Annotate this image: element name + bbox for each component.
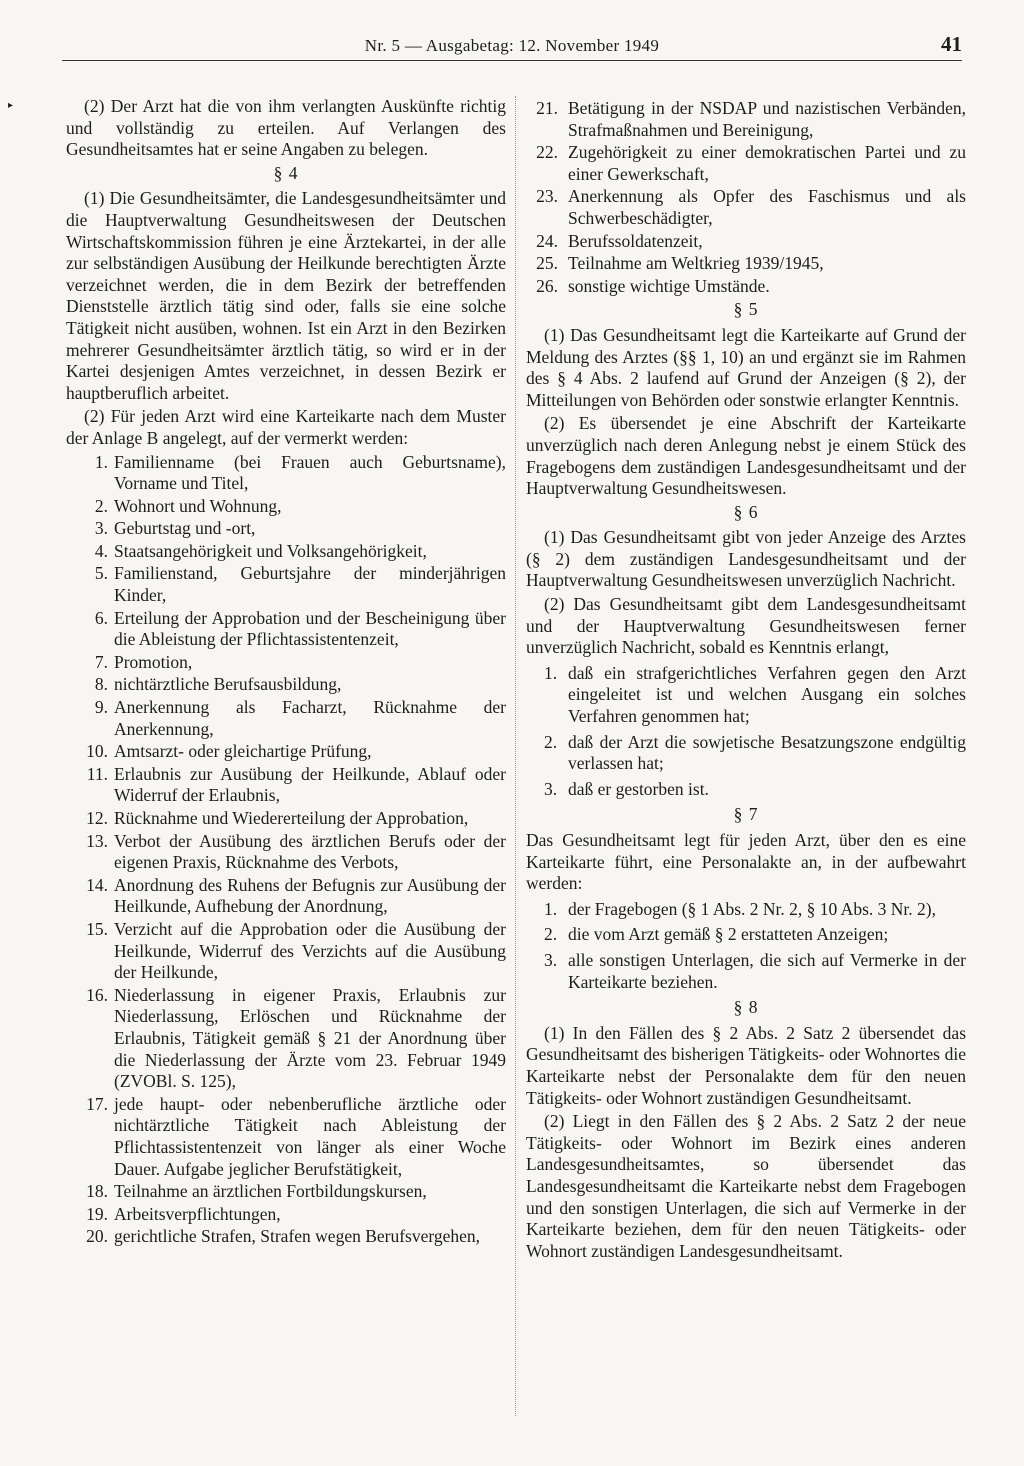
list-item: 6. Erteilung der Approbation und der Bescheinigung über die Ableistung der Pflichtassistentenzeit, [94,607,506,650]
list-item: 14. Anordnung des Ruhens der Befugnis zur Ausübung der Heilkunde, Aufhebung der Anordnung, [86,874,506,917]
section-heading-4: § 4 [273,162,299,183]
list-item: 9. Anerkennung als Facharzt, Rücknahme der Anerkennung, [94,697,506,739]
list-item: 5. Familienstand, Geburtsjahre der minderjährigen Kinder, [94,563,506,606]
list-item: 7. Promotion, [94,651,193,672]
column-divider [515,96,516,1416]
list-item: 8. nichtärztliche Berufsausbildung, [94,674,342,695]
list-item: 21. Betätigung in der NSDAP und nazistischen Verbänden, Strafmaßnahmen und Bereinigung, [536,98,966,140]
list-item: 2. Wohnort und Wohnung, [94,495,282,516]
list-item: 3. alle sonstigen Unterlagen, die sich auf Vermerke in der Karteikarte beziehen. [544,949,966,992]
list-item: 2. die vom Arzt gemäß § 2 erstatteten Anzeigen; [544,924,889,945]
right-column [526,96,966,1264]
section-heading-5: § 5 [733,299,759,320]
section-heading-7: § 7 [733,804,759,825]
list-item: 16. Niederlassung in eigener Praxis, Erlaubnis zur Niederlassung, Erlöschen und Rücknahme der Erlaubnis, Tätigkeit gemäß § 21 der Anordnung über die Niederlassung der Ärzte vom 23. Februar 1949 (ZVOBl. S. 125), [86,984,506,1092]
list-item: 1. Familienname (bei Frauen auch Geburtsname), Vorname und Titel, [94,451,506,494]
page-number: 41 [941,32,962,56]
paragraph-sec3-2: (2) Der Arzt hat die von ihm verlangten Auskünfte richtig und vollständig zu erteilen. Auf Verlangen des Gesundheitsamtes hat er seine Angaben zu belegen. [66,96,506,160]
list-item: 10. Amtsarzt- oder gleichartige Prüfung, [86,741,372,762]
page-header [62,30,962,61]
list-item: 24. Berufssoldatenzeit, [536,230,703,251]
list-item: 15. Verzicht auf die Approbation oder die Ausübung der Heilkunde, Widerruf des Verzichts auf die Ausübung der Heilkunde, [86,918,506,983]
list-item: 1. daß ein strafgerichtliches Verfahren gegen den Arzt eingeleitet ist und welchen Ausgang ein solches Verfahren genommen hat; [544,662,966,727]
paragraph-sec6-2: (2) Das Gesundheitsamt gibt dem Landesgesundheitsamt und der Hauptverwaltung Gesundheitswesen ferner unverzüglich Nachricht, sobald es Kenntnis erlangt, [526,594,966,658]
notification-cases-list [526,663,966,801]
section-heading-6: § 6 [733,501,759,522]
list-item: 2. daß der Arzt die sowjetische Besatzungszone endgültig verlassen hat; [544,731,966,774]
paragraph-sec8-1: (1) In den Fällen des § 2 Abs. 2 Satz 2 übersendet das Gesundheitsamt des bisherigen Tätigkeits- oder Wohnortes die Karteikarte nebst der Personalakte dem für den neuen Tätigkeits- oder Wohnort zuständigen Gesundheitsamt. [526,1022,966,1108]
paragraph-sec4-1: (1) Die Gesundheitsämter, die Landesgesundheitsämter und die Hauptverwaltung Gesundheitswesen der Deutschen Wirtschaftskommission führen je eine Ärztekartei, in der alle zur selbständigen Ausübung der Heilkunde berechtigten Ärzte verzeichnet werden, die in dem Bezirk der betreffenden Dienststelle ärztlich tätig sind oder, falls sie eine solche Tätigkeit nicht ausüben, wohnen. Ist ein Arzt in den Bezirken mehrerer Gesundheitsämter ärztlich tätig, so wird er in der Kartei desjenigen Amtes verzeichnet, in dessen Bezirk er hauptberuflich arbeitet. [66,188,506,403]
list-item: 3. daß er gestorben ist. [544,778,709,799]
list-item: 13. Verbot der Ausübung des ärztlichen Berufs oder der eigenen Praxis, Rücknahme des Verbots, [86,830,506,873]
list-item: 17. jede haupt- oder nebenberufliche ärztliche oder nichtärztliche Tätigkeit nach Ableistung der Pflichtassistentenzeit von länger als einer Woche Dauer. Aufgabe jeglicher Berufstätigkeit, [86,1093,506,1179]
paragraph-sec8-2: (2) Liegt in den Fällen des § 2 Abs. 2 Satz 2 der neue Tätigkeits- oder Wohnort im Bezirk eines anderen Landesgesundheitsamtes, so übersendet das Landesgesundheitsamt die Karteikarte nebst dem Fragebogen und den sonstigen Unterlagen, die sich auf Vermerke in der Karteikarte beziehen, dem für den neuen Tätigkeits- oder Wohnort zuständigen Landesgesundheitsamt. [526,1111,966,1261]
personal-file-contents-list [526,899,966,993]
list-item: 4. Staatsangehörigkeit und Volksangehörigkeit, [94,540,427,561]
list-item: 11. Erlaubnis zur Ausübung der Heilkunde, Ablauf oder Widerruf der Erlaubnis, [86,763,506,806]
paragraph-sec4-2: (2) Für jeden Arzt wird eine Karteikarte nach dem Muster der Anlage B angelegt, auf der vermerkt werden: [66,406,506,448]
issue-title: Nr. 5 — Ausgabetag: 12. November 1949 [364,36,660,55]
list-item: 25. Teilnahme am Weltkrieg 1939/1945, [536,253,824,274]
paragraph-sec6-1: (1) Das Gesundheitsamt gibt von jeder Anzeige des Arztes (§ 2) dem zuständigen Landesgesundheitsamt und der Hauptverwaltung Gesundheitswesen unverzüglich Nachricht. [526,527,966,591]
list-item: 1. der Fragebogen (§ 1 Abs. 2 Nr. 2, § 10 Abs. 3 Nr. 2), [544,898,936,919]
paragraph-sec7-1: Das Gesundheitsamt legt für jeden Arzt, über den es eine Karteikarte führt, eine Personalakte an, in der aufbewahrt werden: [526,830,966,894]
list-item: 19. Arbeitsverpflichtungen, [86,1203,281,1224]
list-item: 3. Geburtstag und -ort, [94,518,256,539]
left-column [66,96,506,1249]
list-item: 26. sonstige wichtige Umstände. [536,275,770,296]
card-entries-list-continued [526,98,966,297]
list-item: 12. Rücknahme und Wiedererteilung der Approbation, [86,808,469,828]
section-heading-8: § 8 [733,997,759,1018]
list-item: 22. Zugehörigkeit zu einer demokratischen Partei und zu einer Gewerkschaft, [536,142,966,184]
list-item: 23. Anerkennung als Opfer des Faschismus und als Schwerbeschädigter, [536,186,966,228]
margin-bullet-icon: ▸ [8,100,14,111]
card-entries-list [66,452,506,1248]
paragraph-sec5-1: (1) Das Gesundheitsamt legt die Karteikarte auf Grund der Meldung des Arztes (§§ 1, 10) an und ergänzt sie im Rahmen des § 4 Abs. 2 laufend auf Grund der Anzeigen (§ 2), der Mitteilungen von Behörden oder sonstwie erlangter Kenntnis. [526,324,966,410]
list-item: 18. Teilnahme an ärztlichen Fortbildungskursen, [86,1181,427,1202]
paragraph-sec5-2: (2) Es übersendet je eine Abschrift der Karteikarte unverzüglich nach deren Anlegung nebst je einem Stück des Fragebogens dem zuständigen Landesgesundheitsamt und der Hauptverwaltung Gesundheitswesen. [526,413,966,499]
list-item: 20. gerichtliche Strafen, Strafen wegen Berufsvergehen, [86,1226,481,1247]
